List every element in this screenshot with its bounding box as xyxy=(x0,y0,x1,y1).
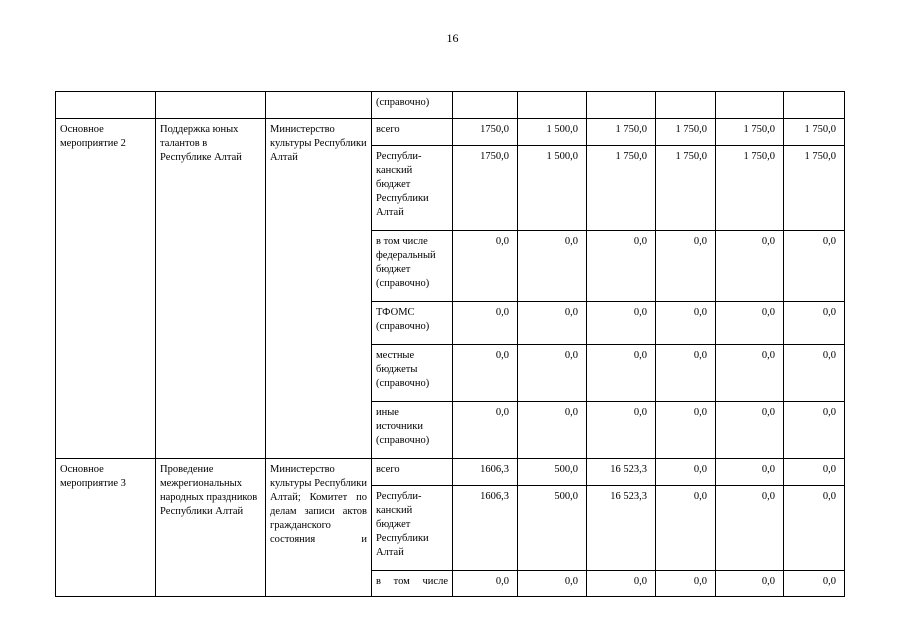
cell-source: всего xyxy=(372,459,453,486)
cell-value xyxy=(784,92,845,119)
cell-value: 0,0 xyxy=(784,459,845,486)
cell-source: ТФОМС (справочно) xyxy=(372,302,453,345)
cell-value: 0,0 xyxy=(587,345,656,402)
cell-value xyxy=(453,92,518,119)
cell-value: 0,0 xyxy=(716,459,784,486)
cell-source: (справочно) xyxy=(372,92,453,119)
cell-value: 1750,0 xyxy=(453,119,518,146)
cell-value: 1 750,0 xyxy=(784,119,845,146)
table-row xyxy=(56,92,845,119)
table-row xyxy=(56,119,845,146)
cell-value: 0,0 xyxy=(716,402,784,459)
cell-value: 1 750,0 xyxy=(656,119,716,146)
measure-title: Поддержка юных талантов в Республике Алтай xyxy=(156,119,266,459)
cell-value: 0,0 xyxy=(784,231,845,302)
cell-value: 0,0 xyxy=(656,302,716,345)
cell-value: 0,0 xyxy=(784,345,845,402)
cell-value: 1 750,0 xyxy=(587,146,656,231)
cell-value: 0,0 xyxy=(453,345,518,402)
cell-value: 0,0 xyxy=(453,302,518,345)
cell-value: 0,0 xyxy=(784,302,845,345)
cell-name xyxy=(56,92,156,119)
cell-value: 0,0 xyxy=(587,302,656,345)
cell-title xyxy=(156,92,266,119)
cell-value: 0,0 xyxy=(784,571,845,597)
cell-value xyxy=(587,92,656,119)
cell-value: 1606,3 xyxy=(453,459,518,486)
cell-value: 0,0 xyxy=(453,231,518,302)
cell-value: 0,0 xyxy=(587,571,656,597)
cell-value: 0,0 xyxy=(656,402,716,459)
cell-value: 500,0 xyxy=(518,486,587,571)
cell-value: 0,0 xyxy=(453,402,518,459)
cell-value: 0,0 xyxy=(656,345,716,402)
measure-executor: Министерство культуры Республики Алтай xyxy=(266,119,372,459)
cell-value: 0,0 xyxy=(716,486,784,571)
cell-value: 0,0 xyxy=(716,302,784,345)
cell-value: 0,0 xyxy=(518,402,587,459)
cell-value: 0,0 xyxy=(656,459,716,486)
cell-value: 1 750,0 xyxy=(716,146,784,231)
cell-executor xyxy=(266,92,372,119)
cell-source: Республи-канский бюджет Республики Алтай xyxy=(372,146,453,231)
cell-source: Республи-канский бюджет Республики Алтай xyxy=(372,486,453,571)
cell-value: 1 500,0 xyxy=(518,119,587,146)
measure-name: Основное мероприятие 2 xyxy=(56,119,156,459)
cell-value: 0,0 xyxy=(518,231,587,302)
cell-value: 1 750,0 xyxy=(656,146,716,231)
cell-value: 0,0 xyxy=(453,571,518,597)
cell-value xyxy=(656,92,716,119)
measure-executor: Министерство культуры Республики Алтай; Комитет по делам записи актов гражданского состояния и xyxy=(266,459,372,597)
measure-title: Проведение межрегиональных народных праздников Республики Алтай xyxy=(156,459,266,597)
cell-value: 0,0 xyxy=(518,571,587,597)
cell-source: местные бюджеты (справочно) xyxy=(372,345,453,402)
cell-value: 0,0 xyxy=(656,486,716,571)
cell-value: 1606,3 xyxy=(453,486,518,571)
cell-value: 0,0 xyxy=(716,345,784,402)
page-number: 16 xyxy=(446,31,459,45)
table-row xyxy=(56,459,845,486)
cell-source: всего xyxy=(372,119,453,146)
cell-value: 1 750,0 xyxy=(784,146,845,231)
cell-value: 16 523,3 xyxy=(587,459,656,486)
measure-name: Основное мероприятие 3 xyxy=(56,459,156,597)
cell-value: 0,0 xyxy=(518,345,587,402)
cell-value: 1 750,0 xyxy=(587,119,656,146)
cell-value: 16 523,3 xyxy=(587,486,656,571)
cell-value: 0,0 xyxy=(784,486,845,571)
cell-value: 0,0 xyxy=(656,231,716,302)
cell-value: 0,0 xyxy=(716,231,784,302)
cell-value: 0,0 xyxy=(587,402,656,459)
cell-value xyxy=(518,92,587,119)
cell-source: в том числе федеральный бюджет (справочно) xyxy=(372,231,453,302)
cell-value: 1750,0 xyxy=(453,146,518,231)
cell-value: 0,0 xyxy=(716,571,784,597)
cell-value: 1 750,0 xyxy=(716,119,784,146)
cell-value: 0,0 xyxy=(656,571,716,597)
cell-value: 0,0 xyxy=(587,231,656,302)
cell-value: 0,0 xyxy=(518,302,587,345)
cell-source: иные источники (справочно) xyxy=(372,402,453,459)
budget-table xyxy=(55,91,845,597)
cell-value: 500,0 xyxy=(518,459,587,486)
cell-source: в том числе xyxy=(372,571,453,597)
cell-value xyxy=(716,92,784,119)
cell-value: 1 500,0 xyxy=(518,146,587,231)
cell-value: 0,0 xyxy=(784,402,845,459)
